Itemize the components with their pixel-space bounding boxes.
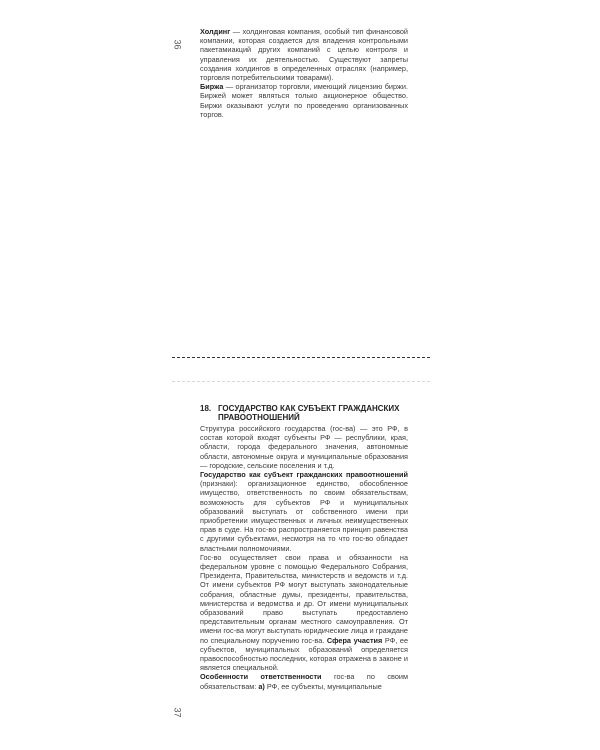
liability-text: гос-ва по своим обязательствам: [200,672,408,691]
holding-definition [200,27,408,82]
state-as-subject-term: Государство как субъект гражданских правоотношений [200,470,408,480]
liability-term: Особенности ответственности [200,672,322,682]
holding-text: — холдинговая компания, особый тип финансовой компании, которая создается для владения контрольными пакетамиакций других компаний с целью контроля и управления их деятельностью. Существуют запреты создания холдингов в определенных отраслях (например, торговля потребительскими товарами). [200,27,408,83]
state-as-subject-text: (признаки): организационное единство, обособленное имущество, ответственность по своим обязательствам, возможность для субъектов РФ и муниципальных образований выступать от собственного имени при приобретении имущественных и личных неимущественных прав в суде. На гос-во распространяется принцип равенства с другими субъектами, несмотря на то что гос-во обладает властными полномочиями. [200,479,408,553]
exchange-definition [200,82,408,119]
section-number: 18. [200,404,212,413]
section-title: ГОСУДАРСТВО КАК СУБЪЕКТ ГРАЖДАНСКИХ ПРАВООТНОШЕНИЙ [218,404,400,422]
section-paragraph-2 [200,470,408,553]
exchange-term: Биржа [200,82,224,92]
page-number-top: 36 [172,39,183,50]
liability-item-a-text: РФ, ее субъекты, муниципальные [264,681,382,691]
section-paragraph-1: Структура российского государства (гос-ва) — это РФ, в состав которой входят субъекты РФ — республики, края, области, города федерального значения, автономные области, автономные округа и муниципальные образования — городские, сельские поселения и т.д. [200,424,408,470]
section-heading [200,404,408,422]
state-rights-text: Гос-во осуществляет свои права и обязанности на федеральном уровне с помощью Федерального Собрания, Президента, Правительства, министерств и ведомств и т.д. От имени субъектов РФ могут выступать законодательные собрания, областные думы, президенты, правительства, министерства и ведомства и др. От имени муниципальных образований право выступать предоставлено представительным органам местного самоуправления. От имени гос-ва могут выступать юридические лица и граждане по специальному поручению гос-ва. [200,552,408,645]
liability-item-a: а) [258,681,265,691]
exchange-text: — организатор торговли, имеющий лицензию биржи. Биржей может являться только акционерное общество. Биржи оказывают услуги по проведению организованных торгов. [200,82,408,119]
page-divider [172,357,430,358]
holding-term: Холдинг [200,27,231,36]
top-text-block [200,27,408,119]
section-paragraph-3 [200,553,408,673]
participation-term: Сфера участия [326,635,383,645]
participation-text: РФ, ее субъектов, муниципальных образований определяется правоспособностью последних, которая отражена в законе и является специальной. [200,635,409,673]
page-divider-faint [172,381,430,382]
section-paragraph-4 [200,672,408,690]
section-18 [200,404,408,691]
page-number-bottom: 37 [172,707,183,718]
